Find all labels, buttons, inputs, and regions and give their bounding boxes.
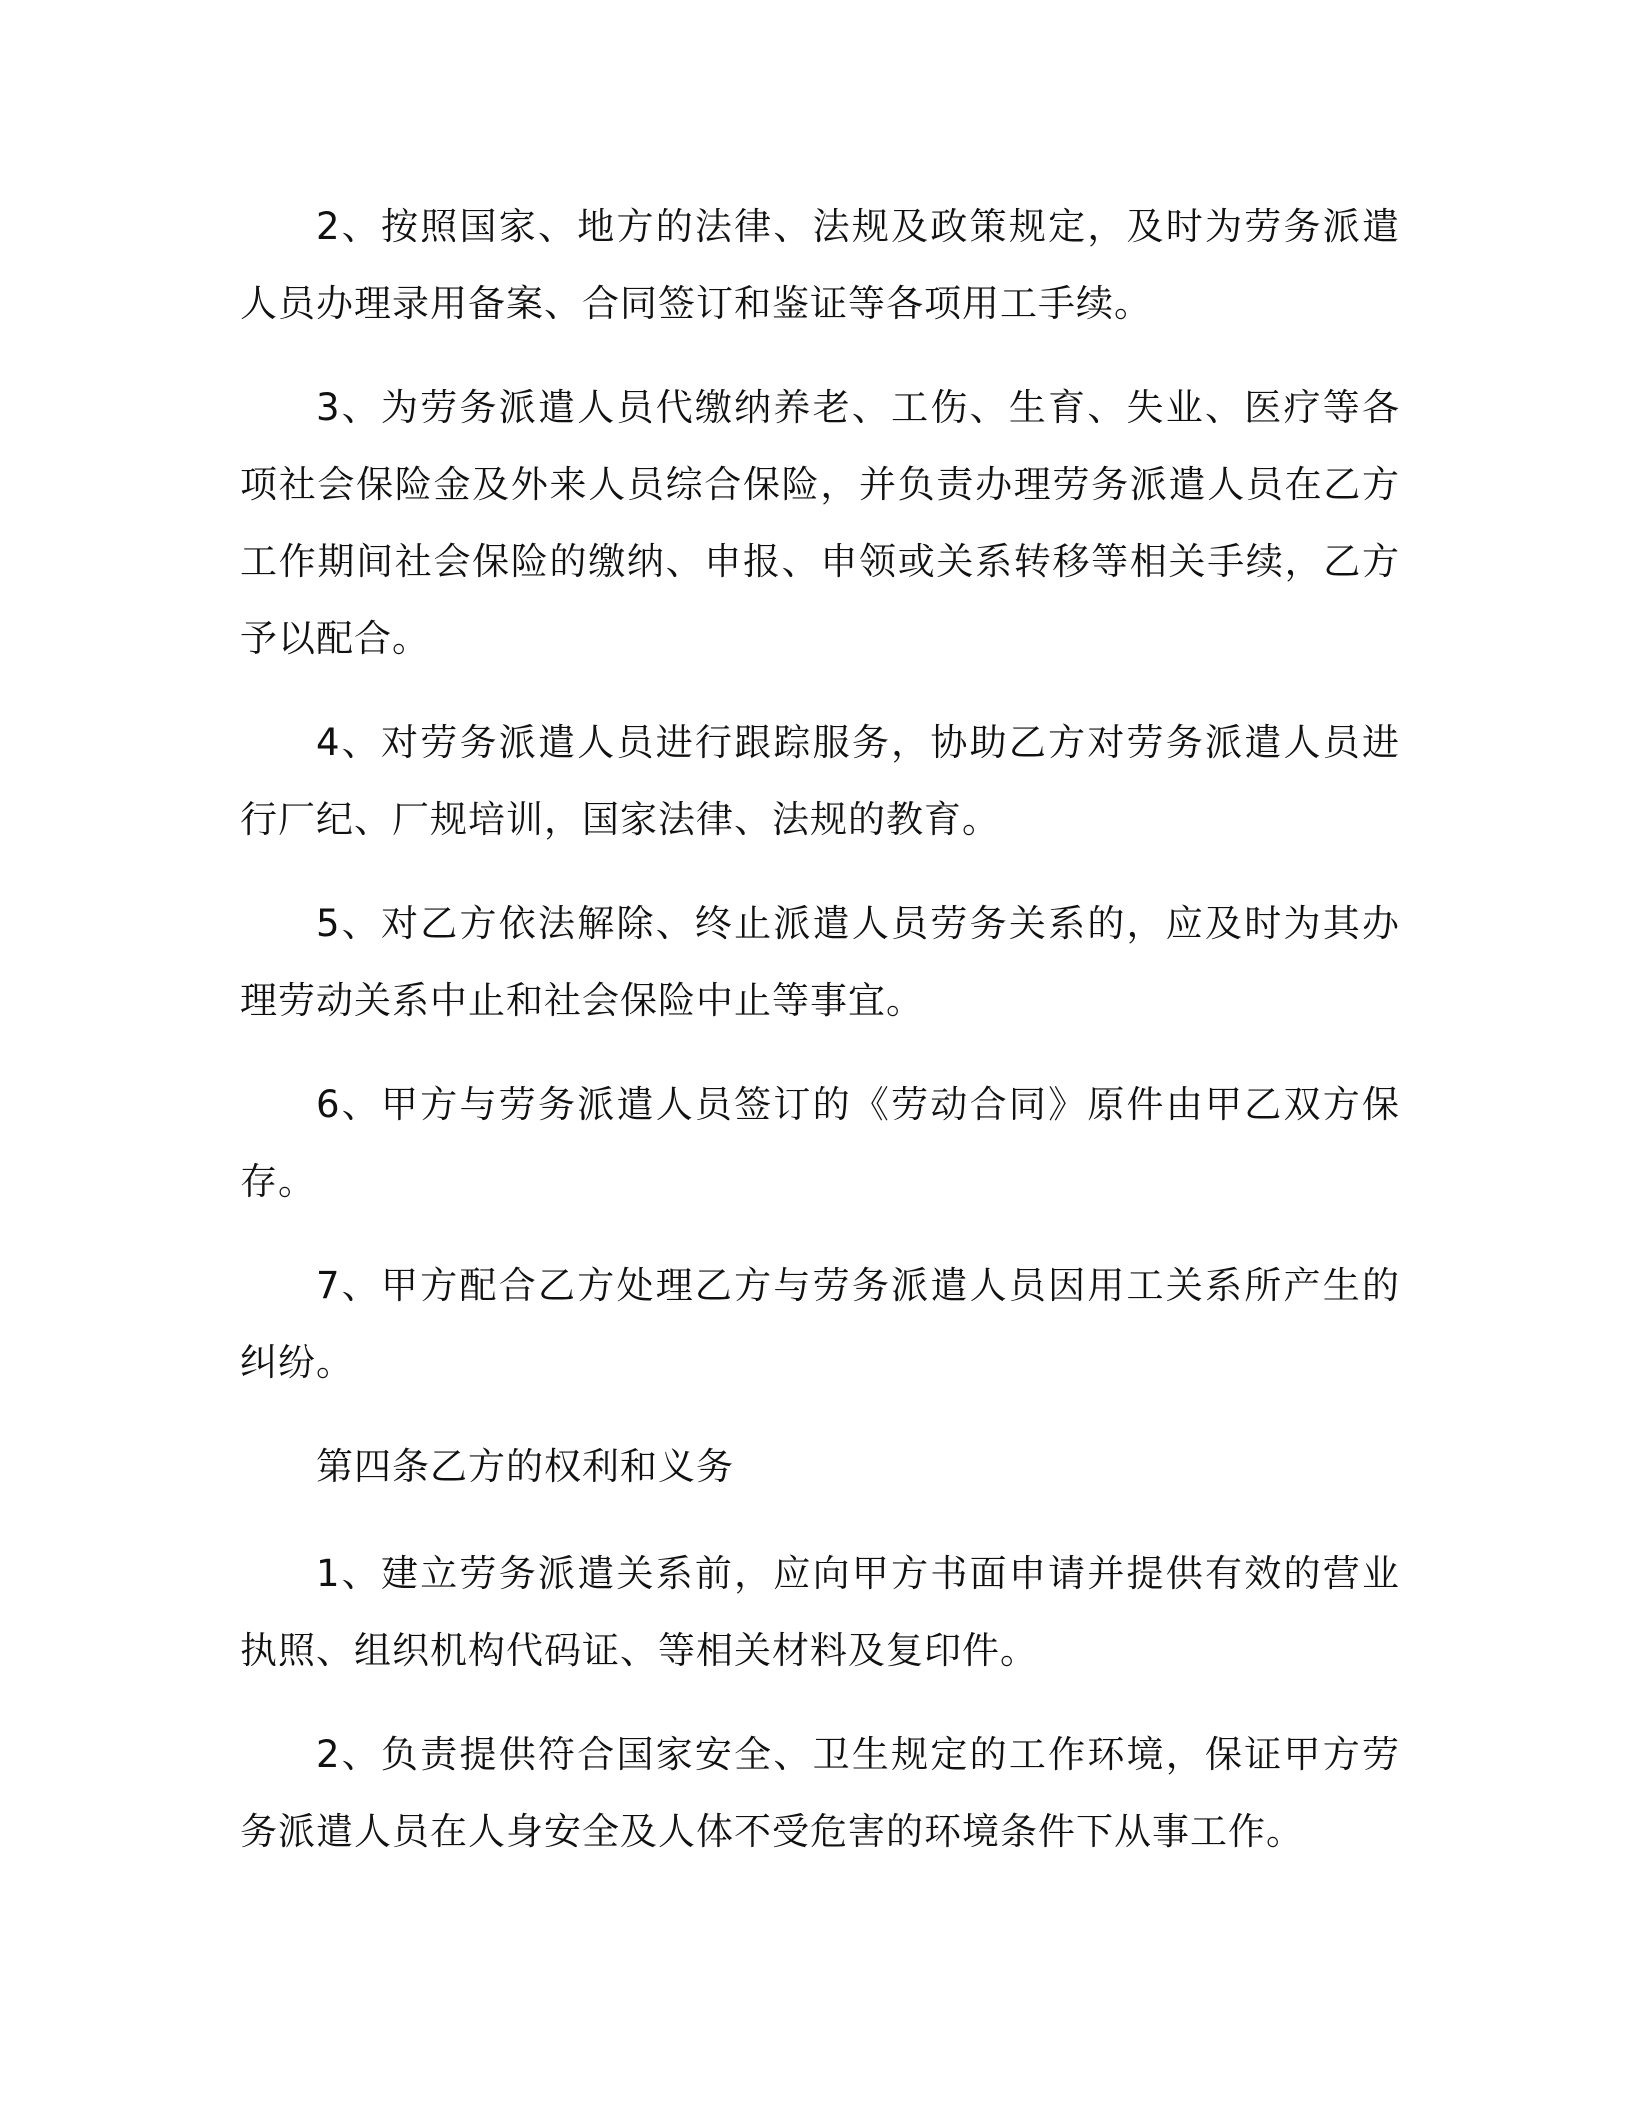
article-4-clause-2-paragraph: 2、负责提供符合国家安全、卫生规定的工作环境，保证甲方劳务派遣人员在人身安全及人体不受危害的环境条件下从事工作。 xyxy=(240,1733,1400,1853)
article-4-clause-1-paragraph: 1、建立劳务派遣关系前，应向甲方书面申请并提供有效的营业执照、组织机构代码证、等相关材料及复印件。 xyxy=(240,1552,1400,1672)
clause-3-paragraph: 3、为劳务派遣人员代缴纳养老、工伤、生育、失业、医疗等各项社会保险金及外来人员综合保险，并负责办理劳务派遣人员在乙方工作期间社会保险的缴纳、申报、申领或关系转移等相关手续，乙方予以配合。 xyxy=(240,386,1400,660)
clause-2-paragraph: 2、按照国家、地方的法律、法规及政策规定，及时为劳务派遣人员办理录用备案、合同签订和鉴证等各项用工手续。 xyxy=(240,205,1400,325)
clause-6-paragraph: 6、甲方与劳务派遣人员签订的《劳动合同》原件由甲乙双方保存。 xyxy=(240,1083,1400,1203)
document-body xyxy=(240,188,1400,1897)
clause-4-paragraph: 4、对劳务派遣人员进行跟踪服务，协助乙方对劳务派遣人员进行厂纪、厂规培训，国家法律、法规的教育。 xyxy=(240,721,1400,841)
article-4-heading: 第四条乙方的权利和义务 xyxy=(316,1445,734,1488)
clause-5-paragraph: 5、对乙方依法解除、终止派遣人员劳务关系的，应及时为其办理劳动关系中止和社会保险中止等事宜。 xyxy=(240,902,1400,1022)
clause-7-paragraph: 7、甲方配合乙方处理乙方与劳务派遣人员因用工关系所产生的纠纷。 xyxy=(240,1264,1400,1384)
